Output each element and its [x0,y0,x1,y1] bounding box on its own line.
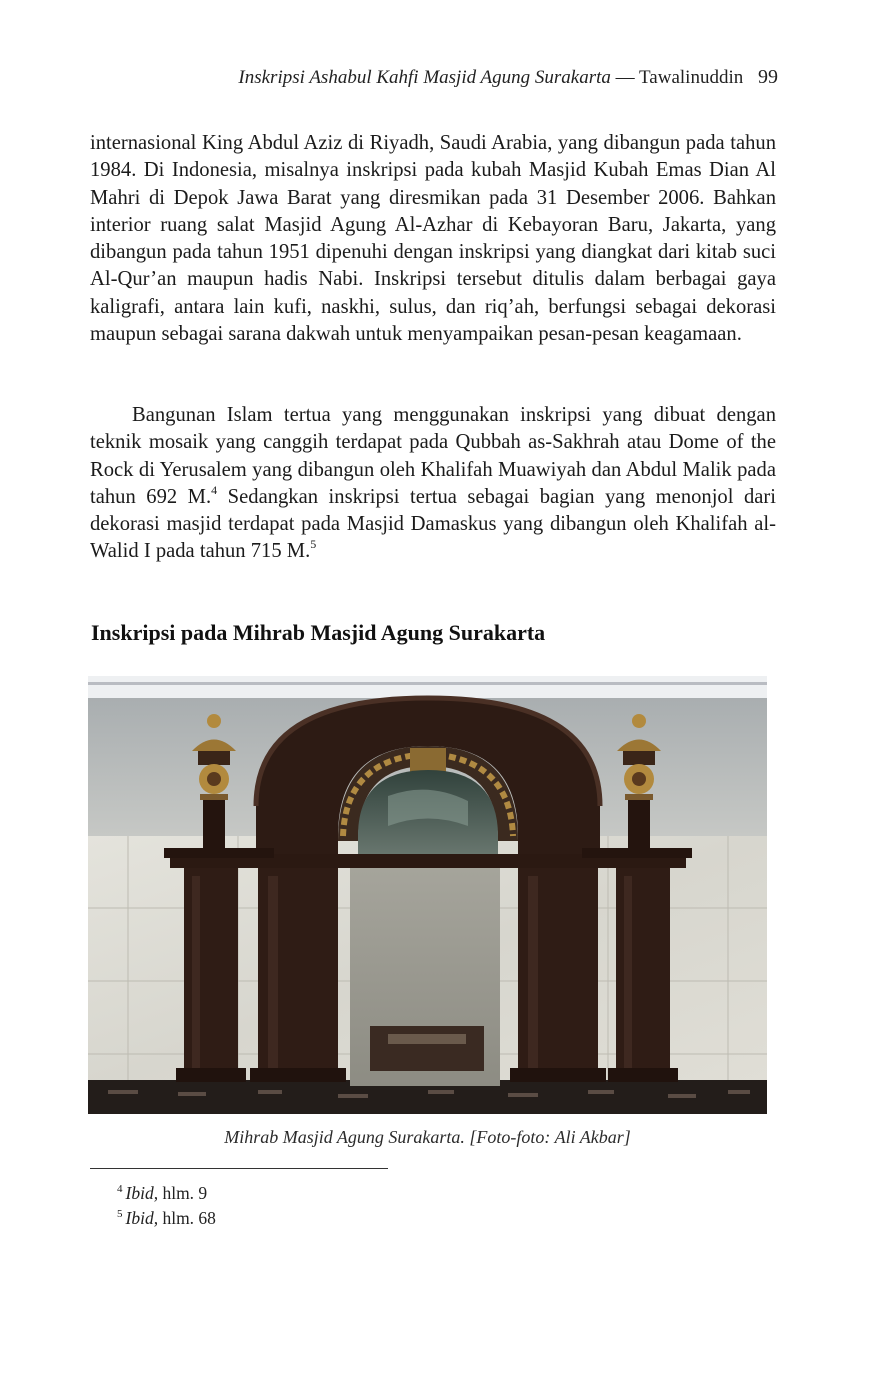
section-heading: Inskripsi pada Mihrab Masjid Agung Surakarta [91,620,546,645]
footnote-ref: hlm. 9 [158,1183,208,1203]
footnote-divider [90,1168,388,1169]
footnote-mark: 5 [117,1208,123,1220]
footnote-ref-4: 4 [211,482,218,497]
body-paragraph-1: internasional King Abdul Aziz di Riyadh, Saudi Arabia, yang dibangun pada tahun 1984. Di Indonesia, misalnya inskripsi pada kubah Masjid Kubah Emas Dian Al Mahri di Depok Jawa Barat yang diresmikan pada 31 Desember 2006. Bahkan interior ruang salat Masjid Agung Al-Azhar di Kebayoran Baru, Jakarta, yang dibangun pada tahun 1951 dipenuhi dengan inskripsi yang diangkat dari kitab suci Al-Qur’an maupun hadis Nabi. Inskripsi tersebut ditulis dalam berbagai gaya kaligrafi, antara lain kufi, naskhi, sulus, dan riq’ah, berfungsi sebagai dekorasi maupun sebagai sarana dakwah untuk menyampaikan pesan-pesan keagamaan. [90,132,776,346]
paragraph-2-text-a: Bangunan Islam tertua yang menggunakan inskripsi yang dibuat dengan teknik mosaik yang canggih terdapat pada Qubbah as-Sakhrah atau Dome of the Rock di Yerusalem yang dibangun oleh Khalifah Muawiyah dan Abdul Malik pada tahun 692 M. [90,404,776,508]
mihrab-photo [88,676,767,1114]
footnote-mark: 4 [117,1183,123,1195]
footnote-5 [117,1208,216,1229]
footnote-ibid: Ibid, [125,1208,159,1228]
body-paragraph-2 [90,402,776,566]
footnote-ibid: Ibid, [125,1183,159,1203]
mihrab-illustration [88,676,767,1114]
page-number: 99 [758,66,778,88]
running-head-author: — Tawalinuddin [615,67,744,88]
running-head-title: Inskripsi Ashabul Kahfi Masjid Agung Surakarta [238,67,611,88]
running-head [178,66,778,89]
paragraph-2-text-b: Sedangkan inskripsi tertua sebagai bagian yang menonjol dari dekorasi masjid terdapat pada Masjid Damaskus yang dibangun oleh Khalifah al-Walid I pada tahun 715 M. [90,485,776,563]
footnote-4 [117,1183,207,1204]
footnote-ref: hlm. 68 [158,1208,216,1228]
figure-caption: Mihrab Masjid Agung Surakarta. [Foto-foto: Ali Akbar] [224,1127,631,1147]
footnote-ref-5: 5 [310,537,317,552]
